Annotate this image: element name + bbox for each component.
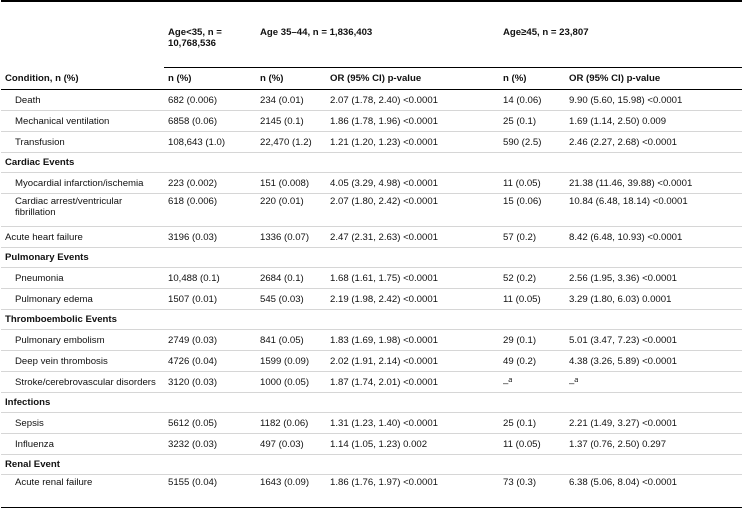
- cell-or-2: [326, 132, 499, 153]
- cell-n-pct-2: [256, 351, 326, 372]
- table-body: [1, 90, 742, 508]
- condition-cell: [1, 434, 164, 455]
- cell-n-pct-1-text: 3120 (0.03): [168, 376, 218, 388]
- cell-or-3: [565, 434, 742, 455]
- cell-n-pct-2-text: 841 (0.05): [260, 334, 304, 346]
- cell-or-2: [326, 434, 499, 455]
- condition-cell-text: Acute heart failure: [5, 231, 83, 243]
- cell-or-3: [565, 413, 742, 434]
- cell-or-3: [565, 132, 742, 153]
- condition-cell-text: Pneumonia: [15, 272, 64, 284]
- cell-n-pct-3-text: 25 (0.1): [503, 417, 537, 429]
- cell-n-pct-1: [164, 351, 256, 372]
- cell-n-pct-3: [499, 413, 565, 434]
- cell-n-pct-2: [256, 132, 326, 153]
- cell-or-2-text: 2.19 (1.98, 2.42) <0.0001: [330, 293, 439, 305]
- cell-or-2-text: 1.31 (1.23, 1.40) <0.0001: [330, 417, 439, 429]
- cell-or-3: [565, 351, 742, 372]
- group-header-age-under-35: Age<35, n = 10,768,536: [164, 22, 256, 68]
- cell-n-pct-2: [256, 111, 326, 132]
- cell-n-pct-3: [499, 434, 565, 455]
- cell-n-pct-2: [256, 194, 326, 227]
- cell-or-2: [326, 372, 499, 393]
- footnote-marker: a: [574, 376, 579, 384]
- condition-cell: [1, 194, 164, 227]
- cell-or-3: [565, 268, 742, 289]
- cell-n-pct-3-text: 11 (0.05): [503, 177, 541, 189]
- condition-cell-text: Death: [15, 94, 41, 106]
- cell-n-pct-2-text: 545 (0.03): [260, 293, 304, 305]
- cell-or-3: [565, 289, 742, 310]
- cell-n-pct-1: [164, 475, 256, 508]
- section-heading: Pulmonary Events: [1, 248, 742, 268]
- table-row: [1, 227, 742, 248]
- cell-n-pct-1-text: 682 (0.006): [168, 94, 218, 106]
- table-row: [1, 268, 742, 289]
- condition-cell-text: Pulmonary edema: [15, 293, 93, 305]
- condition-cell-text: Deep vein thrombosis: [15, 355, 108, 367]
- cell-or-3-text: 1.69 (1.14, 2.50) 0.009: [569, 115, 667, 127]
- section-heading: Cardiac Events: [1, 153, 742, 173]
- cell-or-2: [326, 227, 499, 248]
- cell-or-2-text: 1.14 (1.05, 1.23) 0.002: [330, 438, 428, 450]
- cell-n-pct-3: [499, 330, 565, 351]
- cell-n-pct-1: [164, 268, 256, 289]
- cell-n-pct-3-text: 73 (0.3): [503, 477, 537, 488]
- cell-n-pct-2: [256, 173, 326, 194]
- cell-n-pct-3-text: 590 (2.5): [503, 136, 542, 148]
- cell-or-2-text: 1.87 (1.74, 2.01) <0.0001: [330, 376, 439, 388]
- cell-n-pct-2-text: 1336 (0.07): [260, 231, 310, 243]
- cell-n-pct-2: [256, 289, 326, 310]
- cell-or-2-text: 1.68 (1.61, 1.75) <0.0001: [330, 272, 439, 284]
- section-row: [1, 455, 742, 475]
- column-header-condition: Condition, n (%): [1, 68, 164, 90]
- condition-cell-text: Pulmonary embolism: [15, 334, 105, 346]
- cell-or-3-text: 9.90 (5.60, 15.98) <0.0001: [569, 94, 683, 106]
- section-heading: Infections: [1, 393, 742, 413]
- cell-or-2-text: 2.02 (1.91, 2.14) <0.0001: [330, 355, 439, 367]
- condition-cell: [1, 289, 164, 310]
- cell-or-2: [326, 268, 499, 289]
- cell-n-pct-1: [164, 194, 256, 227]
- cell-or-3-text: 4.38 (3.26, 5.89) <0.0001: [569, 355, 678, 367]
- cell-n-pct-2-text: 2684 (0.1): [260, 272, 304, 284]
- cell-or-2: [326, 351, 499, 372]
- cell-n-pct-2-text: 2145 (0.1): [260, 115, 304, 127]
- cell-n-pct-2-text: 1643 (0.09): [260, 477, 310, 488]
- column-header-or-2: OR (95% CI) p-value: [326, 68, 499, 90]
- cell-n-pct-3-text: 11 (0.05): [503, 293, 541, 305]
- cell-n-pct-1: [164, 413, 256, 434]
- cell-n-pct-3-text: 15 (0.06): [503, 196, 542, 207]
- cell-or-3: [565, 475, 742, 508]
- cell-n-pct-1: [164, 111, 256, 132]
- cell-or-2: [326, 90, 499, 111]
- condition-cell-text: Sepsis: [15, 417, 44, 429]
- cell-or-2-text: 1.86 (1.76, 1.97) <0.0001: [330, 477, 439, 488]
- cell-n-pct-3: [499, 351, 565, 372]
- cell-n-pct-2-text: 1599 (0.09): [260, 355, 310, 367]
- cell-or-3-text: 2.56 (1.95, 3.36) <0.0001: [569, 272, 678, 284]
- group-header-row: [1, 22, 742, 68]
- table-row: [1, 289, 742, 310]
- cell-or-2-text: 1.21 (1.20, 1.23) <0.0001: [330, 136, 439, 148]
- group-header-age-45-plus: Age≥45, n = 23,807: [499, 22, 742, 68]
- condition-cell: [1, 351, 164, 372]
- cell-n-pct-2-text: 497 (0.03): [260, 438, 304, 450]
- cell-n-pct-3: [499, 173, 565, 194]
- cell-n-pct-3-text: 52 (0.2): [503, 272, 537, 284]
- table-row: [1, 330, 742, 351]
- cell-n-pct-2-text: 234 (0.01): [260, 94, 304, 106]
- cell-or-2-text: 2.07 (1.80, 2.42) <0.0001: [330, 196, 439, 207]
- cell-n-pct-1: [164, 90, 256, 111]
- cell-n-pct-1-text: 1507 (0.01): [168, 293, 218, 305]
- cell-or-3: [565, 227, 742, 248]
- cell-n-pct-1-text: 10,488 (0.1): [168, 272, 220, 284]
- footnote-marker: a: [508, 376, 513, 384]
- cell-or-3: [565, 194, 742, 227]
- cell-or-2: [326, 330, 499, 351]
- cell-n-pct-2: [256, 227, 326, 248]
- cell-n-pct-1-text: 223 (0.002): [168, 177, 218, 189]
- cell-or-2: [326, 475, 499, 508]
- cell-n-pct-1: [164, 372, 256, 393]
- condition-cell: [1, 475, 164, 508]
- cell-n-pct-2-text: 220 (0.01): [260, 196, 304, 207]
- cell-n-pct-3-text: 49 (0.2): [503, 355, 537, 367]
- group-header-age-35-44: Age 35–44, n = 1,836,403: [256, 22, 499, 68]
- cell-n-pct-1: [164, 132, 256, 153]
- cell-or-3-text: 10.84 (6.48, 18.14) <0.0001: [569, 196, 688, 207]
- cell-n-pct-1-text: 2749 (0.03): [168, 334, 218, 346]
- cell-n-pct-3: [499, 111, 565, 132]
- cell-n-pct-1: [164, 330, 256, 351]
- cell-n-pct-1: [164, 173, 256, 194]
- cell-n-pct-3: [499, 90, 565, 111]
- cell-n-pct-3-text: 14 (0.06): [503, 94, 542, 106]
- cell-or-3-text: 21.38 (11.46, 39.88) <0.0001: [569, 177, 693, 189]
- column-header-n-pct-1: n (%): [164, 68, 256, 90]
- table-row: [1, 90, 742, 111]
- cell-n-pct-1-text: 4726 (0.04): [168, 355, 218, 367]
- cell-n-pct-2: [256, 413, 326, 434]
- cell-or-2-text: 1.86 (1.78, 1.96) <0.0001: [330, 115, 439, 127]
- column-header-or-3: OR (95% CI) p-value: [565, 68, 742, 90]
- cell-or-3: [565, 330, 742, 351]
- cell-n-pct-2-text: 151 (0.008): [260, 177, 310, 189]
- table-row: [1, 173, 742, 194]
- condition-cell-text: Cardiac arrest/ventricular fibrillation: [15, 196, 123, 218]
- cell-n-pct-2-text: 22,470 (1.2): [260, 136, 312, 148]
- condition-cell-text: Mechanical ventilation: [15, 115, 110, 127]
- section-row: [1, 310, 742, 330]
- cell-n-pct-3: [499, 372, 565, 393]
- condition-cell: [1, 132, 164, 153]
- column-header-n-pct-3: n (%): [499, 68, 565, 90]
- cell-n-pct-1-text: 3232 (0.03): [168, 438, 218, 450]
- cell-n-pct-3-text: 29 (0.1): [503, 334, 537, 346]
- cell-n-pct-1: [164, 289, 256, 310]
- condition-cell-text: Acute renal failure: [15, 477, 93, 488]
- cell-n-pct-3: [499, 227, 565, 248]
- top-rule: [1, 0, 742, 2]
- table-row: [1, 413, 742, 434]
- cell-or-2: [326, 289, 499, 310]
- cell-or-3: [565, 111, 742, 132]
- table-row: [1, 372, 742, 393]
- cell-n-pct-2-text: 1182 (0.06): [260, 417, 309, 429]
- cell-n-pct-1-text: 108,643 (1.0): [168, 136, 226, 148]
- section-row: [1, 248, 742, 268]
- cell-or-3-text: –: [569, 378, 575, 390]
- column-header-row: [1, 68, 742, 90]
- cell-n-pct-2: [256, 90, 326, 111]
- cell-or-3-text: 2.46 (2.27, 2.68) <0.0001: [569, 136, 678, 148]
- outcomes-table: [1, 22, 742, 508]
- condition-cell-text: Transfusion: [15, 136, 65, 148]
- table-row: [1, 351, 742, 372]
- section-heading: Thromboembolic Events: [1, 310, 742, 330]
- condition-cell: [1, 330, 164, 351]
- cell-or-3: [565, 173, 742, 194]
- condition-cell-text: Myocardial infarction/ischemia: [15, 177, 144, 189]
- section-row: [1, 393, 742, 413]
- cell-n-pct-3: [499, 289, 565, 310]
- condition-cell: [1, 372, 164, 393]
- cell-n-pct-1-text: 6858 (0.06): [168, 115, 218, 127]
- cell-n-pct-2: [256, 268, 326, 289]
- condition-cell: [1, 90, 164, 111]
- cell-or-3-text: 6.38 (5.06, 8.04) <0.0001: [569, 477, 678, 488]
- cell-or-2: [326, 194, 499, 227]
- cell-or-3: [565, 90, 742, 111]
- cell-n-pct-3: [499, 475, 565, 508]
- cell-n-pct-2: [256, 434, 326, 455]
- cell-or-2: [326, 173, 499, 194]
- cell-n-pct-3-text: 11 (0.05): [503, 438, 541, 450]
- cell-or-3-text: 2.21 (1.49, 3.27) <0.0001: [569, 417, 678, 429]
- condition-cell-text: Influenza: [15, 438, 54, 450]
- condition-cell: [1, 413, 164, 434]
- condition-cell: [1, 173, 164, 194]
- cell-n-pct-1-text: 3196 (0.03): [168, 231, 218, 243]
- cell-or-3-text: 8.42 (6.48, 10.93) <0.0001: [569, 231, 683, 243]
- cell-or-3-text: 5.01 (3.47, 7.23) <0.0001: [569, 334, 678, 346]
- header-spacer: [1, 22, 164, 68]
- cell-n-pct-3-text: 57 (0.2): [503, 231, 537, 243]
- cell-or-3-text: 1.37 (0.76, 2.50) 0.297: [569, 438, 667, 450]
- cell-n-pct-1-text: 5155 (0.04): [168, 477, 218, 488]
- condition-cell: [1, 227, 164, 248]
- section-heading: Renal Event: [1, 455, 742, 475]
- cell-n-pct-2: [256, 372, 326, 393]
- cell-or-3-text: 3.29 (1.80, 6.03) 0.0001: [569, 293, 672, 305]
- cell-n-pct-3-text: 25 (0.1): [503, 115, 537, 127]
- cell-or-2: [326, 111, 499, 132]
- cell-n-pct-3-text: –: [503, 378, 509, 390]
- table-row: [1, 475, 742, 508]
- cell-n-pct-3: [499, 194, 565, 227]
- cell-n-pct-2-text: 1000 (0.05): [260, 376, 310, 388]
- cell-n-pct-1: [164, 227, 256, 248]
- cell-n-pct-1: [164, 434, 256, 455]
- cell-n-pct-2: [256, 330, 326, 351]
- cell-n-pct-1-text: 5612 (0.05): [168, 417, 218, 429]
- column-header-n-pct-2: n (%): [256, 68, 326, 90]
- table-row: [1, 434, 742, 455]
- cell-or-2: [326, 413, 499, 434]
- cell-or-2-text: 4.05 (3.29, 4.98) <0.0001: [330, 177, 439, 189]
- cell-n-pct-3: [499, 132, 565, 153]
- cell-or-2-text: 2.07 (1.78, 2.40) <0.0001: [330, 94, 439, 106]
- table-row: [1, 111, 742, 132]
- cell-n-pct-2: [256, 475, 326, 508]
- cell-or-2-text: 2.47 (2.31, 2.63) <0.0001: [330, 231, 439, 243]
- condition-cell-text: Stroke/cerebrovascular disorders: [15, 376, 156, 388]
- condition-cell: [1, 268, 164, 289]
- condition-cell: [1, 111, 164, 132]
- section-row: [1, 153, 742, 173]
- cell-n-pct-3: [499, 268, 565, 289]
- cell-or-3: [565, 372, 742, 393]
- cell-or-2-text: 1.83 (1.69, 1.98) <0.0001: [330, 334, 439, 346]
- cell-n-pct-1-text: 618 (0.006): [168, 196, 218, 207]
- table-row: [1, 132, 742, 153]
- table-row: [1, 194, 742, 227]
